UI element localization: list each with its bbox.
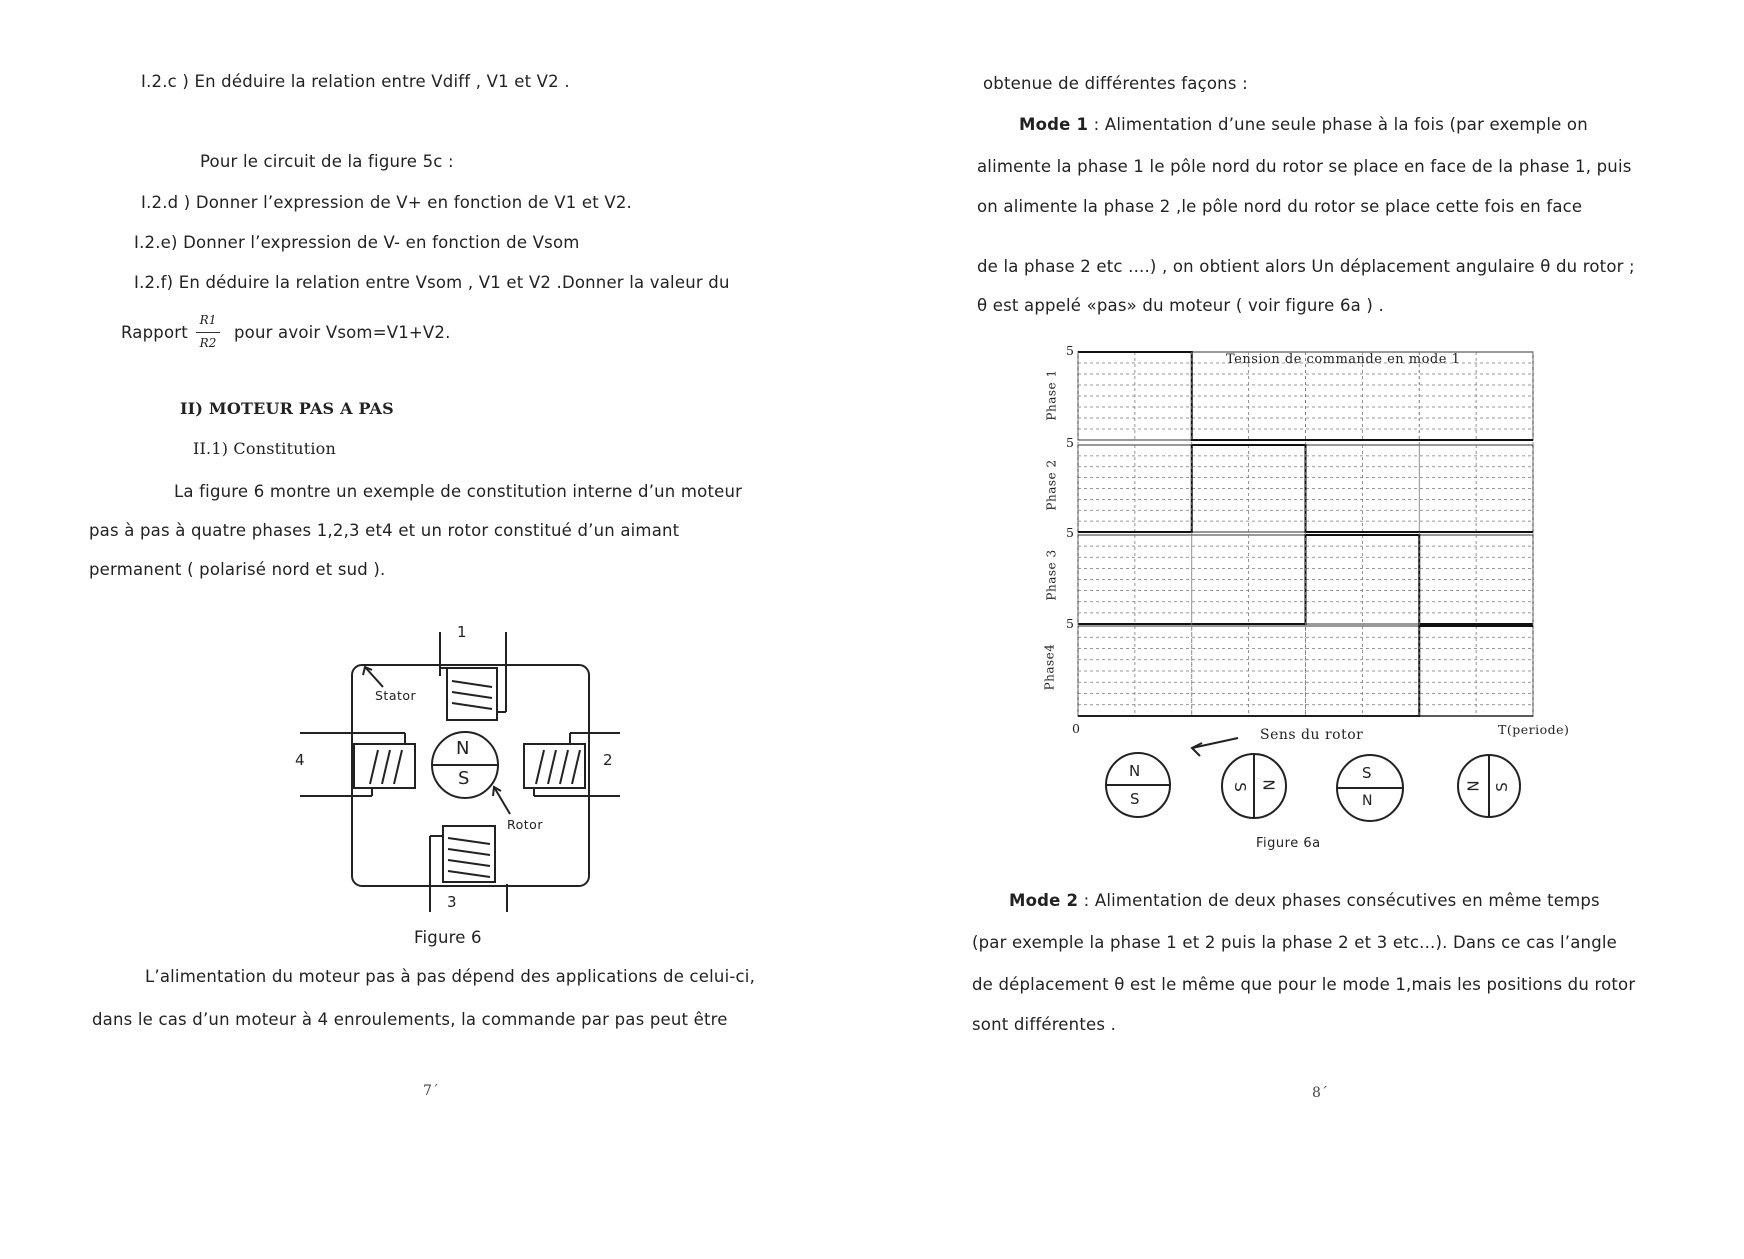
rotor-north-label: N — [456, 738, 470, 759]
paragraph2-line2: dans le cas d’un moteur à 4 enroulements, la commande par pas peut être — [92, 1010, 728, 1029]
rotor-pos1-bottom: S — [1130, 790, 1140, 808]
mode1-line3: on alimente la phase 2 ,le pôle nord du rotor se place cette fois en face — [977, 197, 1583, 216]
fig6-label-2: 2 — [603, 751, 613, 769]
phase2-axis-label: Phase 2 — [1044, 459, 1059, 511]
figure6a-caption: Figure 6a — [1256, 836, 1321, 851]
section-title: II) MOTEUR PAS A PAS — [180, 399, 394, 418]
question-i2f: I.2.f) En déduire la relation entre Vsom , V1 et V2 .Donner la valeur du — [134, 273, 730, 292]
rotor-pos3-top: S — [1362, 764, 1372, 782]
fig6-label-4: 4 — [295, 751, 305, 769]
mode1-label: Mode 1 — [1019, 115, 1089, 134]
fraction-numerator: R1 — [199, 313, 217, 327]
rotor-south-label: S — [458, 768, 470, 789]
phase4-ymax-label: 5 — [1066, 616, 1075, 631]
fig6-label-1: 1 — [457, 623, 467, 641]
page-number-right: 8´ — [1312, 1085, 1328, 1101]
question-i2c: I.2.c ) En déduire la relation entre Vdiff , V1 et V2 . — [141, 72, 570, 91]
rotor-pos4-right: S — [1492, 782, 1511, 792]
mode2-line1: : Alimentation de deux phases consécutives en même temps — [1083, 891, 1600, 910]
paragraph1-line1: La figure 6 montre un exemple de constitution interne d’un moteur — [174, 482, 743, 501]
phase1-axis-label: Phase 1 — [1044, 369, 1059, 421]
fraction-denominator: R2 — [199, 336, 217, 350]
rotor-pos2-right: N — [1259, 779, 1278, 791]
rotor-pos3-bottom: N — [1362, 793, 1373, 809]
question-i2d: I.2.d ) Donner l’expression de V+ en fonction de V1 et V2. — [141, 193, 632, 212]
rapport-suffix: pour avoir Vsom=V1+V2. — [234, 323, 451, 342]
x-origin-label: 0 — [1072, 721, 1081, 736]
fig6-label-3: 3 — [447, 893, 457, 911]
mode1-line2: alimente la phase 1 le pôle nord du rotor se place en face de la phase 1, puis — [977, 157, 1632, 176]
rapport-label: Rapport — [121, 323, 188, 342]
rotor-pos1-top: N — [1129, 762, 1141, 780]
stator-label: Stator — [375, 688, 417, 703]
phase1-ymax-label: 5 — [1066, 343, 1075, 358]
paragraph2-line1: L’alimentation du moteur pas à pas dépend des applications de celui-ci, — [145, 967, 756, 986]
paragraph1-line3: permanent ( polarisé nord et sud ). — [89, 560, 386, 579]
page-number-left: 7´ — [423, 1083, 439, 1099]
subsection-title: II.1) Constitution — [193, 439, 336, 458]
phase3-ymax-label: 5 — [1066, 525, 1075, 540]
mode1-line5: θ est appelé «pas» du moteur ( voir figure 6a ) . — [977, 296, 1384, 315]
rotor-label: Rotor — [507, 817, 543, 832]
mode2-line3: de déplacement θ est le même que pour le mode 1,mais les positions du rotor — [972, 975, 1636, 994]
mode2-line2: (par exemple la phase 1 et 2 puis la phase 2 et 3 etc...). Dans ce cas l’angle — [972, 933, 1618, 952]
mode2-line4: sont différentes . — [972, 1015, 1117, 1034]
right-line1: obtenue de différentes façons : — [983, 74, 1248, 93]
phase4-axis-label: Phase4 — [1042, 643, 1057, 691]
circuit-intro: Pour le circuit de la figure 5c : — [200, 152, 454, 171]
phase2-ymax-label: 5 — [1066, 435, 1075, 450]
figure6-caption: Figure 6 — [414, 928, 482, 947]
mode2-label: Mode 2 — [1009, 891, 1079, 910]
rotor-pos2-left: S — [1230, 782, 1249, 792]
question-i2e: I.2.e) Donner l’expression de V- en fonction de Vsom — [134, 233, 580, 252]
x-axis-label: T(periode) — [1498, 722, 1570, 737]
phase3-axis-label: Phase 3 — [1044, 549, 1059, 601]
paragraph1-line2: pas à pas à quatre phases 1,2,3 et4 et un rotor constitué d’un aimant — [89, 521, 680, 540]
rotor-pos4-left: N — [1464, 780, 1483, 792]
mode1-line1: : Alimentation d’une seule phase à la fois (par exemple on — [1093, 115, 1588, 134]
sens-du-rotor-label: Sens du rotor — [1260, 727, 1364, 743]
chart-title: Tension de commande en mode 1 — [1226, 352, 1461, 367]
mode1-line4: de la phase 2 etc ....) , on obtient alors Un déplacement angulaire θ du rotor ; — [977, 257, 1635, 276]
